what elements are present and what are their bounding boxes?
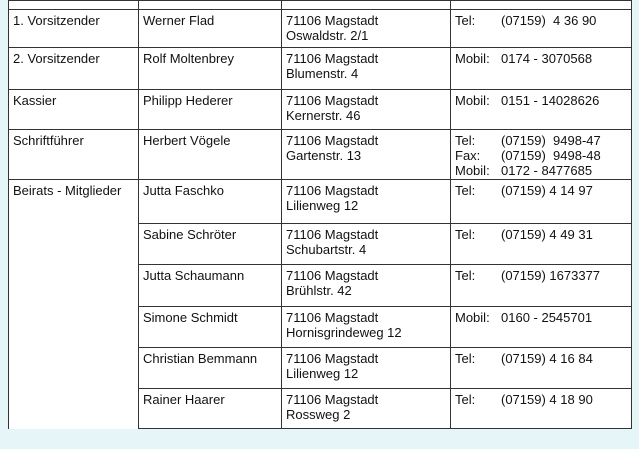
name-cell [139,48,282,90]
contact-number: (07159) 4 49 31 [501,227,593,242]
contact-line [455,133,627,148]
name-cell [139,348,282,389]
member-name: Simone Schmidt [143,310,238,325]
contact-line [455,310,627,325]
name-cell [139,90,282,130]
table-row [9,90,632,130]
address-cell [282,348,451,389]
table-row [9,265,632,307]
address-cell [282,265,451,307]
name-cell [139,307,282,348]
contact-line [455,227,627,242]
street-address: Brühlstr. 42 [286,283,352,298]
board-members-table [8,0,632,429]
contact-type-label: Tel: [455,183,476,198]
role-cell [9,307,139,348]
contact-line [455,351,627,366]
postal-city: 71106 Magstadt [286,93,379,108]
role-cell [9,389,139,429]
address-cell [282,130,451,180]
contact-number: (07159) 4 14 97 [501,183,593,198]
contact-number: (07159) 9498-48 [501,148,601,163]
name-cell [139,389,282,429]
contact-type-label: Tel: [455,268,476,283]
contact-type-label: Tel: [455,227,476,242]
contact-number: (07159) 4 36 90 [501,13,597,28]
member-name: Christian Bemmann [143,351,258,366]
contact-line [455,163,627,178]
contact-line [455,13,627,28]
role-label: 1. Vorsitzender [13,13,100,28]
role-label: 2. Vorsitzender [13,51,100,66]
contact-cell [451,348,632,389]
role-cell [9,130,139,180]
contact-cell [451,224,632,265]
postal-city: 71106 Magstadt [286,13,379,28]
street-address: Blumenstr. 4 [286,66,359,81]
street-address: Rossweg 2 [286,407,351,422]
name-cell [139,224,282,265]
postal-city: 71106 Magstadt [286,51,379,66]
address-cell [282,90,451,130]
address-cell [282,307,451,348]
member-name: Jutta Faschko [143,183,224,198]
contact-type-label: Mobil: [455,51,490,66]
role-cell [9,265,139,307]
contact-number: 0172 - 8477685 [501,163,593,178]
contact-cell [451,90,632,130]
member-name: Sabine Schröter [143,227,237,242]
postal-city: 71106 Magstadt [286,133,379,148]
contact-type-label: Fax: [455,148,481,163]
contact-type-label: Mobil: [455,163,490,178]
street-address: Hornisgrindeweg 12 [286,325,402,340]
contact-type-label: Tel: [455,133,476,148]
contact-line [455,148,627,163]
contact-number: (07159) 9498-47 [501,133,601,148]
contact-cell [451,389,632,429]
name-cell [139,130,282,180]
table-row [9,48,632,90]
role-label: Kassier [13,93,57,108]
contact-line [455,392,627,407]
contact-line [455,51,627,66]
contact-cell [451,307,632,348]
street-address: Kernerstr. 46 [286,108,361,123]
contact-number: 0151 - 14028626 [501,93,600,108]
address-cell [282,180,451,224]
contact-cell [451,130,632,180]
contact-number: (07159) 4 18 90 [501,392,593,407]
role-cell [9,348,139,389]
name-cell [139,10,282,48]
table-row [9,348,632,389]
role-label: Beirats - Mitglieder [13,183,122,198]
contact-type-label: Tel: [455,392,476,407]
member-name: Werner Flad [143,13,215,28]
contact-type-label: Mobil: [455,93,490,108]
contact-line [455,268,627,283]
table-row [9,180,632,224]
table-row [9,224,632,265]
contact-type-label: Tel: [455,351,476,366]
contact-type-label: Tel: [455,13,476,28]
contact-cell [451,48,632,90]
table-top-edge [9,1,632,10]
address-cell [282,10,451,48]
member-name: Rainer Haarer [143,392,225,407]
contact-number: (07159) 4 16 84 [501,351,593,366]
address-cell [282,48,451,90]
contact-cell [451,180,632,224]
member-name: Rolf Moltenbrey [143,51,235,66]
table-row [9,307,632,348]
contact-line [455,93,627,108]
address-cell [282,224,451,265]
member-name: Herbert Vögele [143,133,231,148]
role-cell [9,10,139,48]
role-label: Schriftführer [13,133,84,148]
postal-city: 71106 Magstadt [286,392,379,407]
name-cell [139,265,282,307]
role-cell [9,180,139,224]
address-cell [282,389,451,429]
postal-city: 71106 Magstadt [286,310,379,325]
street-address: Gartenstr. 13 [286,148,362,163]
role-cell [9,90,139,130]
role-cell [9,224,139,265]
contact-cell [451,265,632,307]
postal-city: 71106 Magstadt [286,351,379,366]
postal-city: 71106 Magstadt [286,227,379,242]
contact-type-label: Mobil: [455,310,490,325]
contact-line [455,183,627,198]
name-cell [139,180,282,224]
contact-number: 0174 - 3070568 [501,51,593,66]
table-row [9,10,632,48]
role-cell [9,48,139,90]
postal-city: 71106 Magstadt [286,268,379,283]
street-address: Oswaldstr. 2/1 [286,28,369,43]
street-address: Lilienweg 12 [286,198,359,213]
member-name: Philipp Hederer [143,93,233,108]
contact-cell [451,10,632,48]
member-name: Jutta Schaumann [143,268,245,283]
contact-number: 0160 - 2545701 [501,310,593,325]
table-row [9,130,632,180]
street-address: Schubartstr. 4 [286,242,367,257]
postal-city: 71106 Magstadt [286,183,379,198]
table-row [9,389,632,429]
contact-number: (07159) 1673377 [501,268,601,283]
street-address: Lilienweg 12 [286,366,359,381]
